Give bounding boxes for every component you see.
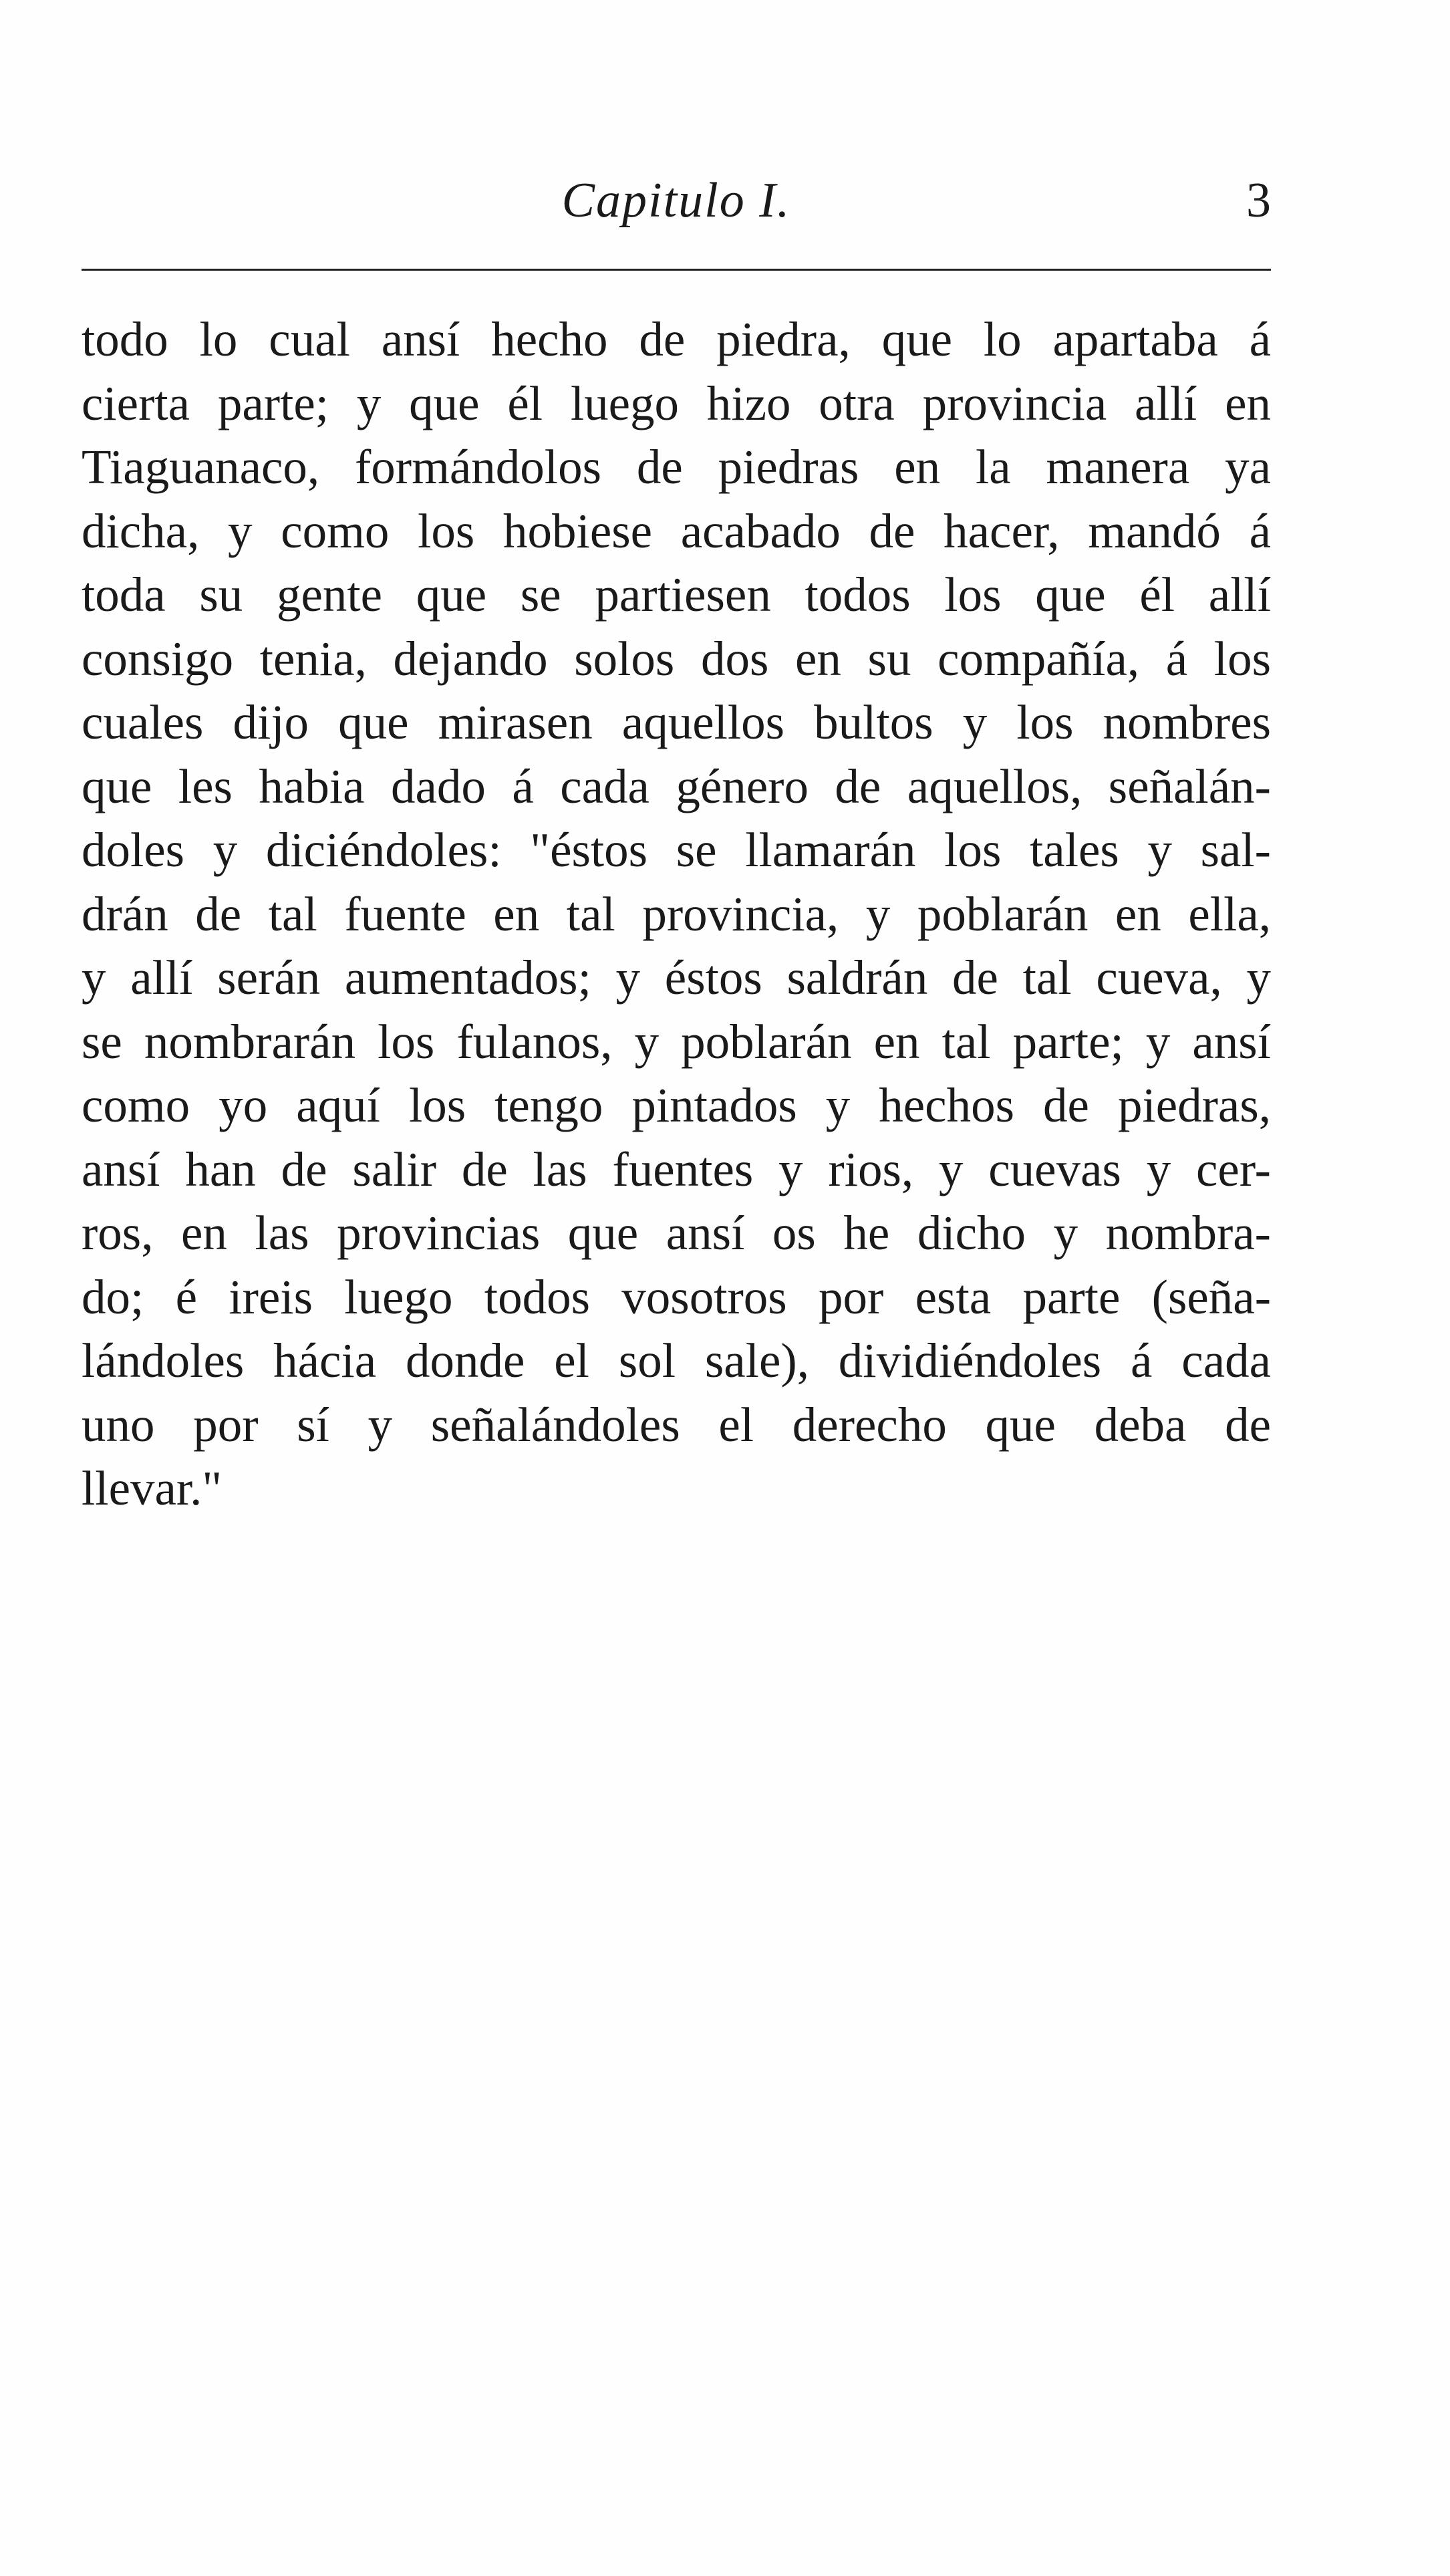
- text-line: cierta parte; y que él luego hizo otra provincia allí en: [82, 376, 1271, 430]
- text-line: drán de tal fuente en tal provincia, y poblarán en ella,: [82, 886, 1271, 941]
- text-line: llevar.": [82, 1461, 223, 1515]
- text-line: dicha, y como los hobiese acabado de hacer, mandó á: [82, 503, 1271, 558]
- text-line: todo lo cual ansí hecho de piedra, que lo apartaba á: [82, 312, 1271, 366]
- text-line: ros, en las provincias que ansí os he dicho y nombra-: [82, 1206, 1271, 1260]
- text-line: lándoles hácia donde el sol sale), dividiéndoles á cada: [82, 1333, 1271, 1388]
- text-line: consigo tenia, dejando solos dos en su compañía, á los: [82, 631, 1271, 686]
- text-line: ansí han de salir de las fuentes y rios, y cuevas y cer-: [82, 1142, 1271, 1196]
- text-line: que les habia dado á cada género de aquellos, señalán-: [82, 759, 1271, 813]
- text-line: toda su gente que se partiesen todos los que él allí: [82, 567, 1271, 622]
- text-line: como yo aquí los tengo pintados y hechos de piedras,: [82, 1078, 1271, 1132]
- text-line: uno por sí y señalándoles el derecho que deba de: [82, 1397, 1271, 1452]
- text-line: se nombrarán los fulanos, y poblarán en tal parte; y ansí: [82, 1014, 1271, 1069]
- running-head: [82, 170, 1271, 231]
- text-line: doles y diciéndoles: "éstos se llamarán los tales y sal-: [82, 823, 1271, 877]
- page-number: 3: [1246, 173, 1271, 228]
- text-line: do; é ireis luego todos vosotros por esta parte (seña-: [82, 1269, 1271, 1324]
- text-line: y allí serán aumentados; y éstos saldrán de tal cueva, y: [82, 950, 1271, 1005]
- text-line: cuales dijo que mirasen aquellos bultos y los nombres: [82, 695, 1271, 749]
- header-rule: [82, 269, 1271, 271]
- body-text: [82, 307, 1271, 1521]
- running-title: Capitulo I.: [561, 173, 791, 228]
- text-line: Tiaguanaco, formándolos de piedras en la manera ya: [82, 440, 1271, 494]
